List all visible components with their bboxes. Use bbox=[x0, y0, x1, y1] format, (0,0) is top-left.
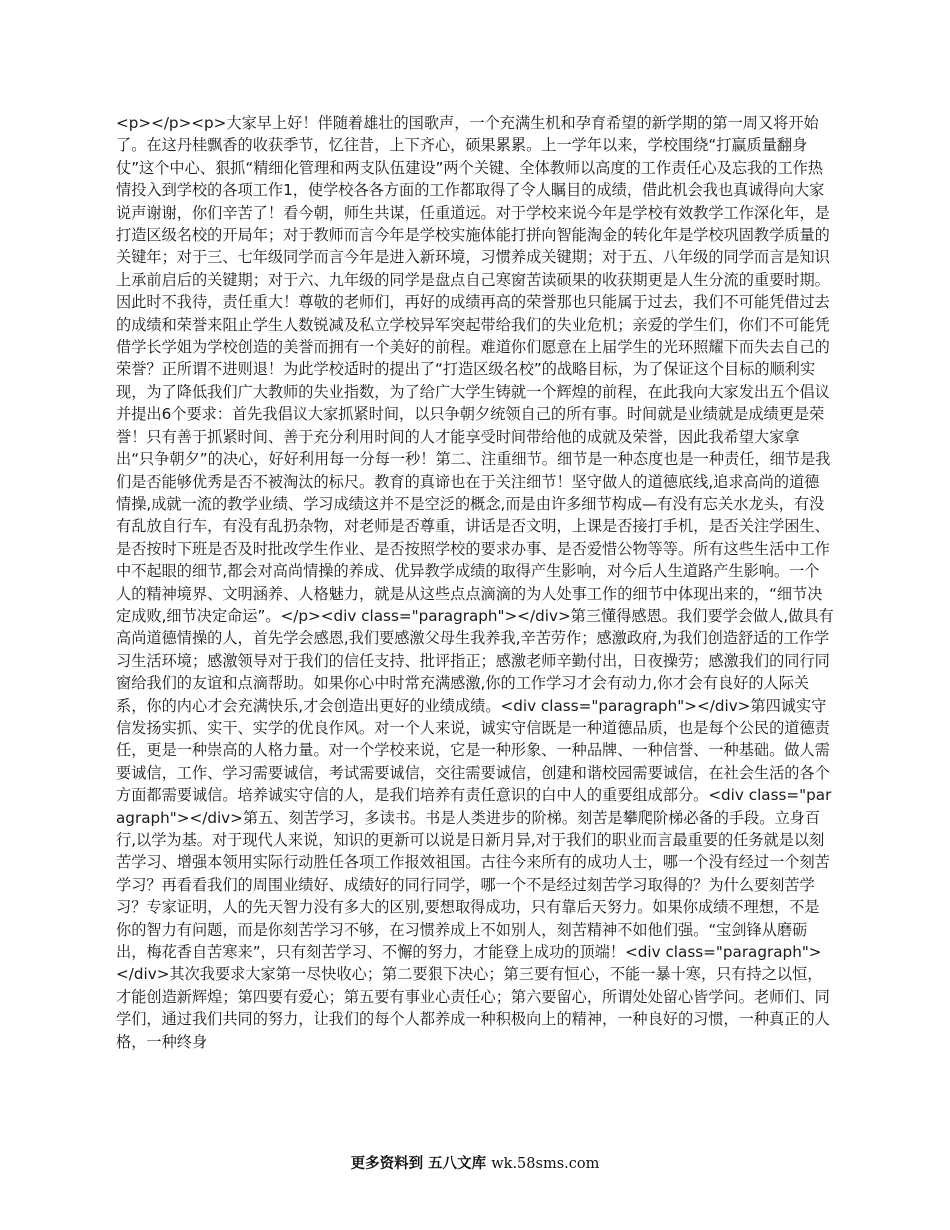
speech-text: <p></p><p>大家早上好！伴随着雄壮的国歌声，一个充满生机和孕育希望的新学期的第一周又将开始了。在这丹桂飘香的收获季节，忆往昔，上下齐心，硕果累累。上一学年以来，学校围绕“打赢质量翻身仗”这个中心、狠抓“精细化管理和两支队伍建设”两个关键、全体教师以高度的工作责任心及忘我的工作热情投入到学校的各项工作1，使学校各各方面的工作都取得了令人瞩目的成绩，借此机会我也真诚得向大家说声谢谢，你们辛苦了！看今朝，师生共谋，任重道远。对于学校来说今年是学校有效教学工作深化年，是打造区级名校的开局年；对于教师而言今年是学校实施体能打拼向智能淘金的转化年是学校巩固教学质量的关键年；对于三、七年级同学而言今年是进入新环境，习惯养成关键期；对于五、八年级的同学而言是知识上承前启后的关键期；对于六、九年级的同学是盘点自己寒窗苦读硕果的收获期更是人生分流的重要时期。因此时不我待，责任重大！尊敬的老师们，再好的成绩再高的荣誉那也只能属于过去，我们不可能凭借过去的成绩和荣誉来阻止学生人数锐减及私立学校异军突起带给我们的失业危机；亲爱的学生们，你们不可能凭借学长学姐为学校创造的美誉而拥有一个美好的前程。难道你们愿意在上届学生的光环照耀下而失去自己的荣誉？正所谓不进则退！为此学校适时的提出了“打造区级名校”的战略目标，为了保证这个目标的顺利实现，为了降低我们广大教师的失业指数，为了给广大学生铸就一个辉煌的前程，在此我向大家发出五个倡议并提出6个要求：首先我倡议大家抓紧时间，以只争朝夕统领自己的所有事。时间就是业绩就是成绩更是荣誉！只有善于抓紧时间、善于充分利用时间的人才能享受时间带给他的成就及荣誉，因此我希望大家拿出“只争朝夕”的决心，好好利用每一分每一秒！第二、注重细节。细节是一种态度也是一种责任，细节是我们是否能够优秀是否不被淘汰的标尺。教育的真谛也在于关注细节！坚守做人的道德底线,追求高尚的道德情操,成就一流的教学业绩、学习成绩这并不是空泛的概念,而是由许多细节构成—有没有忘关水龙头，有没有乱放自行车，有没有乱扔杂物，对老师是否尊重，讲话是否文明，上课是否接打手机，是否关注学困生、是否按时下班是否及时批改学生作业、是否按照学校的要求办事、是否爱惜公物等等。所有这些生活中工作中不起眼的细节,都会对高尚情操的养成、优异教学成绩的取得产生影响，对今后人生道路产生影响。一个人的精神境界、文明涵养、人格魅力，就是从这些点点滴滴的为人处事工作的细节中体现出来的，“细节决定成败,细节决定命运”。</p><div class="paragraph"></div>第三懂得感恩。我们要学会做人,做具有高尚道德情操的人，首先学会感恩,我们要感激父母生我养我,辛苦劳作；感激政府,为我们创造舒适的工作学习生活环境；感激领导对于我们的信任支持、批评指正；感激老师辛勤付出，日夜操劳；感激我们的同行同窗给我们的友谊和点滴帮助。如果你心中时常充满感激,你的工作学习才会有动力,你才会有良好的人际关系，你的内心才会充满快乐,才会创造出更好的业绩成绩。<div class="paragraph"></div>第四诚实守信发扬实抓、实干、实学的优良作风。对一个人来说，诚实守信既是一种道德品质，也是每个公民的道德责任，更是一种崇高的人格力量。对一个学校来说，它是一种形象、一种品牌、一种信誉、一种基础。做人需要诚信，工作、学习需要诚信，考试需要诚信，交往需要诚信，创建和谐校园需要诚信，在社会生活的各个方面都需要诚信。培养诚实守信的人，是我们培养有责任意识的白中人的重要组成部分。<div class="paragraph"></div>第五、刻苦学习，多读书。书是人类进步的阶梯。刻苦是攀爬阶梯必备的手段。立身百行,以学为基。对于现代人来说，知识的更新可以说是日新月异,对于我们的职业而言最重要的任务就是以刻苦学习、增强本领用实际行动胜任各项工作报效祖国。古往今来所有的成功人士，哪一个没有经过一个刻苦学习？再看看我们的周围业绩好、成绩好的同行同学，哪一个不是经过刻苦学习取得的？为什么要刻苦学习？专家证明，人的先天智力没有多大的区别,要想取得成功，只有靠后天努力。如果你成绩不理想，不是你的智力有问题，而是你刻苦学习不够，在习惯养成上不如别人，刻苦精神不如他们强。“宝剑锋从磨砺出，梅花香自苦寒来”，只有刻苦学习、不懈的努力，才能登上成功的顶端！<div class="paragraph"></div>其次我要求大家第一尽快收心；第二要狠下决心；第三要有恒心，不能一暴十寒，只有持之以恒，才能创造新辉煌；第四要有爱心；第五要有事业心责任心；第六要留心，所谓处处留心皆学问。老师们、同学们，通过我们共同的努力，让我们的每个人都养成一种积极向上的精神，一种良好的习惯，一种真正的人格，一种终身 bbox=[116, 114, 834, 1051]
document-body bbox=[116, 112, 834, 1053]
footer-url: wk.58sms.com bbox=[491, 1156, 600, 1172]
footer-label: 更多资料到 五八文库 bbox=[350, 1156, 487, 1172]
footer-watermark bbox=[0, 1154, 950, 1174]
